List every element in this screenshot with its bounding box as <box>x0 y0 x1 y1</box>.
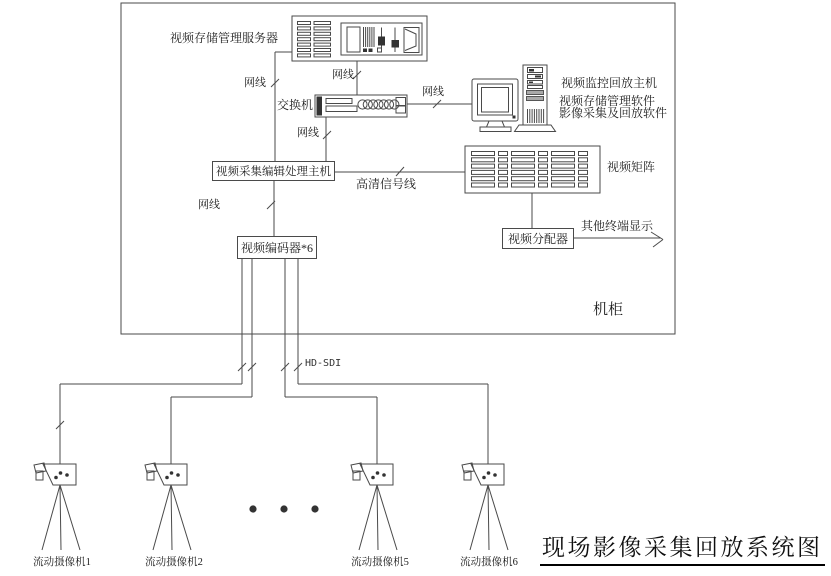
playback-host-label-line2: 视频存储管理软件 <box>559 94 656 108</box>
hd-sdi-label: HD-SDI <box>305 358 342 369</box>
switch-icon <box>315 95 407 117</box>
video-matrix-icon <box>465 146 600 193</box>
camera-5-label: 流动摄像机5 <box>351 557 409 568</box>
cabinet-outline <box>121 3 675 334</box>
storage-server-label: 视频存储管理服务器 <box>170 31 279 45</box>
distributor-box <box>502 228 574 249</box>
camera-1-label: 流动摄像机1 <box>33 557 91 568</box>
other-terminal-label: 其他终端显示 <box>581 219 654 233</box>
hd-signal-cable-label: 高清信号线 <box>356 177 417 191</box>
capture-host-label: 视频采集编辑处理主机 <box>216 166 331 178</box>
net-cable-label-5: 网线 <box>198 199 220 211</box>
camera-1-icon <box>34 463 80 550</box>
playback-host-label-line1: 视频监控回放主机 <box>561 76 658 90</box>
cabinet-label: 机柜 <box>593 302 624 318</box>
encoder-box <box>237 236 317 259</box>
net-cable-label-3: 网线 <box>422 86 444 98</box>
storage-server-icon <box>292 16 427 61</box>
playback-host-icon <box>472 65 556 132</box>
encoder-label: 视频编码器*6 <box>240 241 313 255</box>
capture-host-box <box>212 161 335 181</box>
net-cable-label-2: 网线 <box>332 69 354 81</box>
camera-5-icon <box>351 463 397 550</box>
net-cable-label-1: 网线 <box>244 77 266 89</box>
video-matrix-label: 视频矩阵 <box>607 160 656 174</box>
page-title: 现场影像采集回放系统图 <box>540 535 825 566</box>
camera-2-icon <box>145 463 191 550</box>
ellipsis-dots <box>249 505 318 512</box>
camera-2-label: 流动摄像机2 <box>145 557 203 568</box>
camera-6-label: 流动摄像机6 <box>460 557 518 568</box>
switch-label: 交换机 <box>277 98 314 112</box>
camera-6-icon <box>462 463 508 550</box>
net-cable-label-4: 网线 <box>297 127 319 139</box>
distributor-label: 视频分配器 <box>507 232 568 246</box>
playback-host-label-line3: 影像采集及回放软件 <box>559 106 668 120</box>
